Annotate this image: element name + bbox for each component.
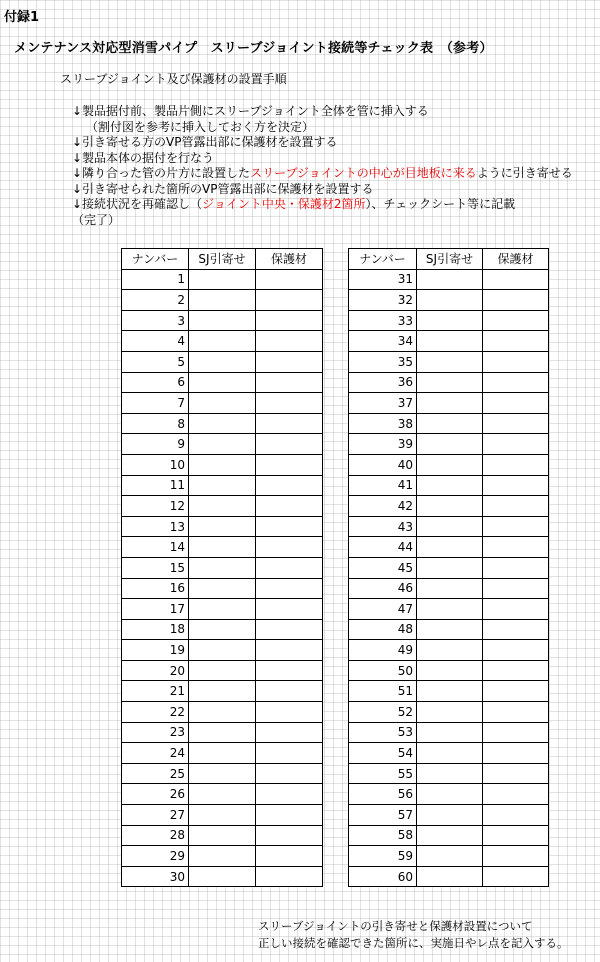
row-number: 23	[122, 722, 189, 743]
sj-pull-cell[interactable]	[417, 372, 483, 393]
row-number: 34	[349, 331, 417, 352]
sj-pull-cell[interactable]	[417, 743, 483, 764]
protector-cell[interactable]	[256, 619, 323, 640]
row-number: 7	[122, 393, 189, 414]
protector-cell[interactable]	[256, 805, 323, 826]
sj-pull-cell[interactable]	[417, 805, 483, 826]
row-number: 1	[122, 269, 189, 290]
sj-pull-cell[interactable]	[189, 640, 256, 661]
protector-cell[interactable]	[483, 269, 549, 290]
check-table-right	[348, 248, 549, 887]
protector-cell[interactable]	[483, 722, 549, 743]
step-6-highlight: ジョイント中央・保護材2箇所	[202, 197, 366, 211]
table-row	[122, 475, 323, 496]
sj-pull-cell[interactable]	[189, 763, 256, 784]
protector-cell[interactable]	[256, 496, 323, 517]
sj-pull-cell[interactable]	[417, 351, 483, 372]
table-row	[122, 743, 323, 764]
row-number: 25	[122, 763, 189, 784]
protector-cell[interactable]	[483, 516, 549, 537]
row-number: 38	[349, 413, 417, 434]
protector-cell[interactable]	[256, 516, 323, 537]
step-6-text-a: ↓接続状況を再確認し（	[72, 197, 203, 211]
row-number: 14	[122, 537, 189, 558]
table-row	[349, 619, 549, 640]
row-number: 50	[349, 660, 417, 681]
protector-cell[interactable]	[256, 660, 323, 681]
sj-pull-cell[interactable]	[189, 681, 256, 702]
header-number: ナンバー	[122, 249, 189, 270]
protector-cell[interactable]	[483, 454, 549, 475]
table-row	[122, 393, 323, 414]
row-number: 28	[122, 825, 189, 846]
row-number: 18	[122, 619, 189, 640]
table-row	[122, 454, 323, 475]
table-row	[122, 269, 323, 290]
row-number: 16	[122, 578, 189, 599]
sj-pull-cell[interactable]	[417, 516, 483, 537]
protector-cell[interactable]	[256, 351, 323, 372]
sj-pull-cell[interactable]	[189, 516, 256, 537]
protector-cell[interactable]	[483, 763, 549, 784]
protector-cell[interactable]	[483, 393, 549, 414]
sj-pull-cell[interactable]	[189, 310, 256, 331]
row-number: 32	[349, 290, 417, 311]
row-number: 24	[122, 743, 189, 764]
sj-pull-cell[interactable]	[189, 496, 256, 517]
table-row	[349, 393, 549, 414]
table-row	[349, 537, 549, 558]
sj-pull-cell[interactable]	[417, 269, 483, 290]
appendix-label: 付録1	[4, 10, 40, 25]
step-2: ↓引き寄せる方のVP管露出部に保護材を設置する	[72, 135, 338, 149]
step-5: ↓引き寄せられた箇所のVP管露出部に保護材を設置する	[72, 181, 374, 196]
table-row	[349, 434, 549, 455]
table-row	[349, 743, 549, 764]
sj-pull-cell[interactable]	[189, 599, 256, 620]
protector-cell[interactable]	[256, 784, 323, 805]
step-done: （完了）	[72, 212, 121, 227]
header-protector: 保護材	[256, 249, 323, 270]
table-row	[122, 763, 323, 784]
protector-cell[interactable]	[483, 825, 549, 846]
row-number: 36	[349, 372, 417, 393]
row-number: 43	[349, 516, 417, 537]
sj-pull-cell[interactable]	[417, 599, 483, 620]
protector-cell[interactable]	[256, 846, 323, 867]
sj-pull-cell[interactable]	[417, 619, 483, 640]
protector-cell[interactable]	[256, 640, 323, 661]
page-title: メンテナンス対応型消雪パイプ スリーブジョイント接続等チェック表 （参考）	[14, 41, 493, 56]
table-row	[349, 640, 549, 661]
table-row	[122, 681, 323, 702]
table-row	[122, 351, 323, 372]
sj-pull-cell[interactable]	[417, 413, 483, 434]
sj-pull-cell[interactable]	[189, 557, 256, 578]
sj-pull-cell[interactable]	[417, 393, 483, 414]
table-row	[349, 599, 549, 620]
row-number: 40	[349, 454, 417, 475]
protector-cell[interactable]	[256, 557, 323, 578]
table-row	[122, 537, 323, 558]
sj-pull-cell[interactable]	[417, 846, 483, 867]
protector-cell[interactable]	[483, 413, 549, 434]
sj-pull-cell[interactable]	[189, 722, 256, 743]
protector-cell[interactable]	[256, 269, 323, 290]
sj-pull-cell[interactable]	[189, 578, 256, 599]
step-1-note: （割付図を参考に挿入しておく方を決定）	[86, 119, 315, 134]
row-number: 12	[122, 496, 189, 517]
footnote	[258, 918, 569, 952]
sj-pull-cell[interactable]	[417, 557, 483, 578]
row-number: 41	[349, 475, 417, 496]
sj-pull-cell[interactable]	[189, 269, 256, 290]
protector-cell[interactable]	[483, 537, 549, 558]
sj-pull-cell[interactable]	[189, 351, 256, 372]
step-4-text-a: ↓隣り合った管の片方に設置した	[72, 166, 251, 180]
row-number: 29	[122, 846, 189, 867]
procedure-heading: スリーブジョイント及び保護材の設置手順	[60, 72, 287, 86]
protector-cell[interactable]	[483, 640, 549, 661]
protector-cell[interactable]	[483, 702, 549, 723]
protector-cell[interactable]	[256, 702, 323, 723]
table-row	[349, 722, 549, 743]
protector-cell[interactable]	[256, 599, 323, 620]
sj-pull-cell[interactable]	[189, 454, 256, 475]
protector-cell[interactable]	[256, 578, 323, 599]
sj-pull-cell[interactable]	[189, 743, 256, 764]
header-protector: 保護材	[483, 249, 549, 270]
row-number: 19	[122, 640, 189, 661]
protector-cell[interactable]	[483, 599, 549, 620]
step-1: ↓製品据付前、製品片側にスリーブジョイント全体を管に挿入する	[72, 104, 429, 118]
table-row	[349, 413, 549, 434]
table-row	[349, 825, 549, 846]
protector-cell[interactable]	[483, 310, 549, 331]
table-row	[349, 269, 549, 290]
sj-pull-cell[interactable]	[189, 660, 256, 681]
sj-pull-cell[interactable]	[189, 372, 256, 393]
sj-pull-cell[interactable]	[189, 805, 256, 826]
header-number: ナンバー	[349, 249, 417, 270]
row-number: 17	[122, 599, 189, 620]
table-row	[349, 454, 549, 475]
check-table-left-body	[122, 269, 323, 887]
protector-cell[interactable]	[483, 331, 549, 352]
row-number: 10	[122, 454, 189, 475]
protector-cell[interactable]	[256, 310, 323, 331]
sj-pull-cell[interactable]	[417, 310, 483, 331]
sj-pull-cell[interactable]	[417, 475, 483, 496]
sj-pull-cell[interactable]	[189, 866, 256, 887]
sj-pull-cell[interactable]	[189, 537, 256, 558]
step-4	[72, 166, 573, 182]
row-number: 11	[122, 475, 189, 496]
protector-cell[interactable]	[256, 681, 323, 702]
sj-pull-cell[interactable]	[417, 496, 483, 517]
step-6-text-b: ）、チェックシート等に記載	[365, 197, 516, 211]
protector-cell[interactable]	[483, 784, 549, 805]
row-number: 54	[349, 743, 417, 764]
protector-cell[interactable]	[483, 351, 549, 372]
table-row	[349, 290, 549, 311]
row-number: 35	[349, 351, 417, 372]
row-number: 42	[349, 496, 417, 517]
table-row	[122, 557, 323, 578]
row-number: 39	[349, 434, 417, 455]
row-number: 27	[122, 805, 189, 826]
sj-pull-cell[interactable]	[417, 331, 483, 352]
sj-pull-cell[interactable]	[189, 475, 256, 496]
protector-cell[interactable]	[256, 825, 323, 846]
row-number: 4	[122, 331, 189, 352]
table-row	[122, 866, 323, 887]
row-number: 5	[122, 351, 189, 372]
row-number: 47	[349, 599, 417, 620]
row-number: 53	[349, 722, 417, 743]
table-header-row	[349, 249, 549, 270]
check-table-left	[121, 248, 323, 887]
sj-pull-cell[interactable]	[189, 393, 256, 414]
sj-pull-cell[interactable]	[417, 640, 483, 661]
row-number: 55	[349, 763, 417, 784]
table-row	[349, 660, 549, 681]
sj-pull-cell[interactable]	[189, 331, 256, 352]
row-number: 44	[349, 537, 417, 558]
sj-pull-cell[interactable]	[189, 413, 256, 434]
row-number: 13	[122, 516, 189, 537]
table-row	[122, 805, 323, 826]
table-row	[349, 557, 549, 578]
row-number: 49	[349, 640, 417, 661]
row-number: 37	[349, 393, 417, 414]
sj-pull-cell[interactable]	[189, 290, 256, 311]
step-4-text-b: ように引き寄せる	[476, 166, 573, 180]
table-row	[349, 516, 549, 537]
sj-pull-cell[interactable]	[189, 619, 256, 640]
sj-pull-cell[interactable]	[417, 681, 483, 702]
table-row	[122, 619, 323, 640]
table-row	[349, 496, 549, 517]
row-number: 51	[349, 681, 417, 702]
table-row	[122, 578, 323, 599]
table-row	[122, 825, 323, 846]
row-number: 45	[349, 557, 417, 578]
protector-cell[interactable]	[483, 866, 549, 887]
row-number: 46	[349, 578, 417, 599]
table-row	[349, 351, 549, 372]
sj-pull-cell[interactable]	[417, 866, 483, 887]
sj-pull-cell[interactable]	[189, 434, 256, 455]
row-number: 9	[122, 434, 189, 455]
row-number: 6	[122, 372, 189, 393]
table-row	[349, 578, 549, 599]
row-number: 15	[122, 557, 189, 578]
row-number: 31	[349, 269, 417, 290]
sj-pull-cell[interactable]	[417, 290, 483, 311]
protector-cell[interactable]	[483, 681, 549, 702]
row-number: 58	[349, 825, 417, 846]
row-number: 48	[349, 619, 417, 640]
table-row	[122, 310, 323, 331]
table-row	[349, 681, 549, 702]
sj-pull-cell[interactable]	[189, 702, 256, 723]
procedure-steps	[72, 104, 573, 228]
table-row	[349, 475, 549, 496]
sj-pull-cell[interactable]	[417, 537, 483, 558]
sj-pull-cell[interactable]	[417, 434, 483, 455]
table-row	[122, 846, 323, 867]
sj-pull-cell[interactable]	[189, 825, 256, 846]
table-row	[349, 310, 549, 331]
protector-cell[interactable]	[256, 763, 323, 784]
protector-cell[interactable]	[256, 372, 323, 393]
table-row	[349, 805, 549, 826]
header-sj-pull: SJ引寄せ	[417, 249, 483, 270]
protector-cell[interactable]	[483, 805, 549, 826]
table-row	[349, 331, 549, 352]
protector-cell[interactable]	[483, 743, 549, 764]
sj-pull-cell[interactable]	[417, 578, 483, 599]
header-sj-pull: SJ引寄せ	[189, 249, 256, 270]
sj-pull-cell[interactable]	[189, 846, 256, 867]
protector-cell[interactable]	[483, 660, 549, 681]
table-row	[122, 640, 323, 661]
sj-pull-cell[interactable]	[417, 763, 483, 784]
protector-cell[interactable]	[256, 866, 323, 887]
step-6	[72, 197, 573, 213]
table-row	[349, 372, 549, 393]
table-row	[122, 702, 323, 723]
protector-cell[interactable]	[483, 475, 549, 496]
footnote-line-1: スリーブジョイントの引き寄せと保護材設置について	[258, 919, 533, 933]
table-row	[122, 331, 323, 352]
table-row	[122, 784, 323, 805]
table-row	[122, 722, 323, 743]
table-row	[122, 290, 323, 311]
table-row	[349, 846, 549, 867]
table-row	[349, 702, 549, 723]
table-row	[349, 784, 549, 805]
row-number: 2	[122, 290, 189, 311]
protector-cell[interactable]	[256, 743, 323, 764]
protector-cell[interactable]	[256, 393, 323, 414]
protector-cell[interactable]	[483, 496, 549, 517]
row-number: 56	[349, 784, 417, 805]
row-number: 21	[122, 681, 189, 702]
protector-cell[interactable]	[483, 619, 549, 640]
sj-pull-cell[interactable]	[417, 825, 483, 846]
footnote-line-2: 正しい接続を確認できた箇所に、実施日やレ点を記入する。	[258, 936, 569, 950]
sj-pull-cell[interactable]	[417, 722, 483, 743]
protector-cell[interactable]	[256, 413, 323, 434]
protector-cell[interactable]	[483, 846, 549, 867]
row-number: 22	[122, 702, 189, 723]
table-header-row	[122, 249, 323, 270]
row-number: 3	[122, 310, 189, 331]
table-row	[122, 372, 323, 393]
table-row	[349, 763, 549, 784]
table-row	[349, 866, 549, 887]
protector-cell[interactable]	[256, 722, 323, 743]
step-3: ↓製品本体の据付を行なう	[72, 150, 215, 165]
table-row	[122, 434, 323, 455]
table-row	[122, 496, 323, 517]
protector-cell[interactable]	[483, 557, 549, 578]
protector-cell[interactable]	[256, 454, 323, 475]
row-number: 8	[122, 413, 189, 434]
protector-cell[interactable]	[256, 537, 323, 558]
row-number: 26	[122, 784, 189, 805]
row-number: 30	[122, 866, 189, 887]
check-table-right-body	[349, 269, 549, 887]
row-number: 20	[122, 660, 189, 681]
protector-cell[interactable]	[483, 434, 549, 455]
sj-pull-cell[interactable]	[417, 660, 483, 681]
table-row	[122, 413, 323, 434]
row-number: 60	[349, 866, 417, 887]
protector-cell[interactable]	[256, 290, 323, 311]
table-row	[122, 516, 323, 537]
protector-cell[interactable]	[483, 290, 549, 311]
protector-cell[interactable]	[483, 372, 549, 393]
protector-cell[interactable]	[256, 475, 323, 496]
sj-pull-cell[interactable]	[417, 702, 483, 723]
table-row	[122, 660, 323, 681]
sj-pull-cell[interactable]	[417, 784, 483, 805]
step-4-highlight: スリーブジョイントの中心が目地板に来る	[250, 166, 477, 180]
row-number: 33	[349, 310, 417, 331]
protector-cell[interactable]	[256, 434, 323, 455]
row-number: 59	[349, 846, 417, 867]
protector-cell[interactable]	[483, 578, 549, 599]
row-number: 52	[349, 702, 417, 723]
table-row	[122, 599, 323, 620]
row-number: 57	[349, 805, 417, 826]
sj-pull-cell[interactable]	[189, 784, 256, 805]
protector-cell[interactable]	[256, 331, 323, 352]
sj-pull-cell[interactable]	[417, 454, 483, 475]
